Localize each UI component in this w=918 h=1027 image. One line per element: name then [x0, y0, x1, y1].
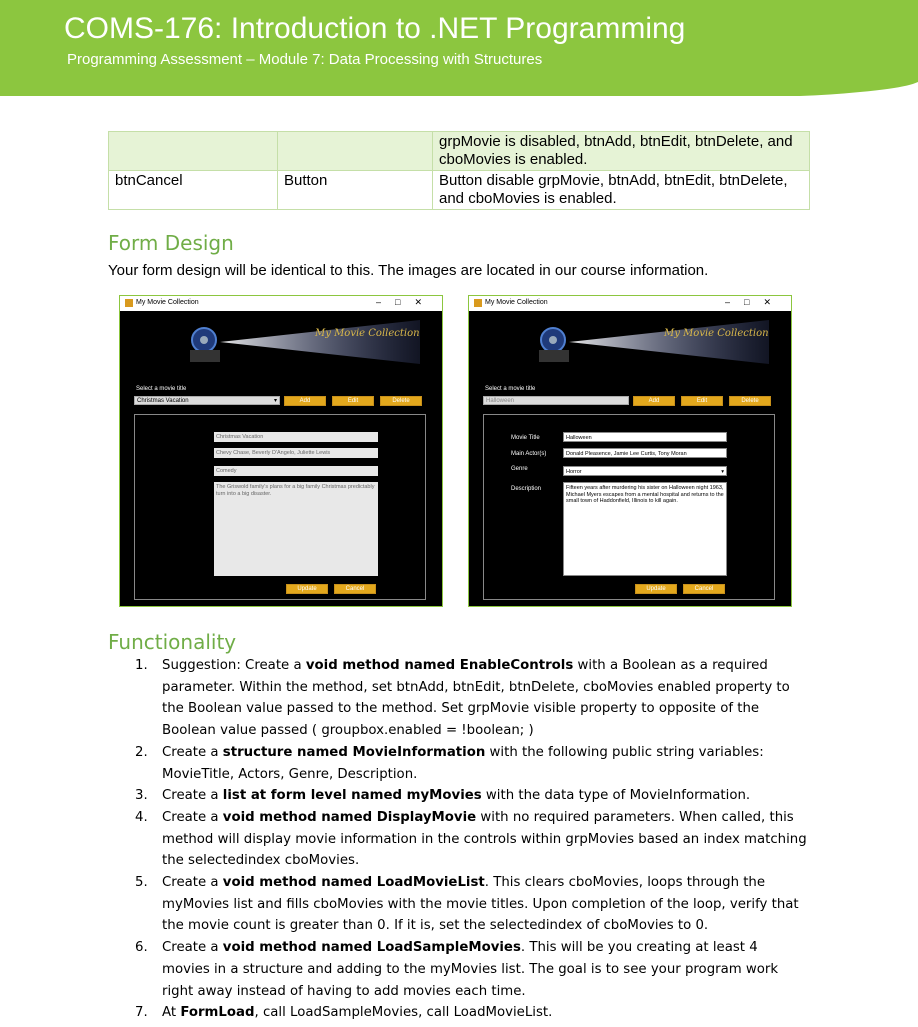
- actors-label: Main Actor(s): [511, 451, 547, 457]
- update-button[interactable]: Update: [286, 584, 328, 594]
- add-button[interactable]: Add: [633, 396, 675, 406]
- list-item: [108, 742, 808, 785]
- document-title: COMS-176: Introduction to .NET Programming: [64, 12, 686, 45]
- app-icon: [474, 299, 482, 307]
- table-cell: [109, 132, 278, 171]
- functionality-heading: Functionality: [108, 630, 237, 654]
- functionality-list: [108, 655, 808, 1024]
- item-text: Create a: [162, 875, 223, 891]
- chevron-down-icon: ▾: [721, 469, 724, 475]
- genre-combo[interactable]: [563, 466, 727, 476]
- item-bold: void method named LoadMovieList: [222, 875, 485, 891]
- item-text: . This will be you creating at least 4 movies in a structure and adding to the myMovies list. The goal is to see your program work right away instead of having to add movies each time.: [162, 940, 779, 999]
- table-row: [109, 171, 810, 210]
- cancel-button[interactable]: Cancel: [683, 584, 725, 594]
- list-item: [108, 937, 808, 1002]
- window-controls-icon: –□✕: [376, 297, 436, 307]
- table-cell: Button disable grpMovie, btnAdd, btnEdit, btnDelete, and cboMovies is enabled.: [433, 171, 810, 210]
- table-cell: Button: [278, 171, 433, 210]
- projector-banner: [469, 312, 791, 382]
- table-cell: [278, 132, 433, 171]
- banner-title: My Movie Collection: [315, 328, 420, 339]
- description-field[interactable]: Fifteen years after murdering his sister on Halloween night 1963, Michael Myers escapes from a mental hospital and returns to the small town of Haddonfield, Illinois to kill again.: [563, 482, 727, 576]
- genre-value: Comedy: [216, 468, 237, 474]
- item-bold: void method named LoadSampleMovies: [222, 940, 521, 956]
- description-label: Description: [511, 486, 542, 492]
- movie-combo-value: Halloween: [486, 398, 515, 404]
- table-cell: grpMovie is disabled, btnAdd, btnEdit, btnDelete, and cboMovies is enabled.: [433, 132, 810, 171]
- item-text: with a Boolean as a required parameter. Within the method, set btnAdd, btnEdit, btnDelete, cboMovies enabled property to the Boolean value passed to the method. Set grpMovie visible property to opposite of the Boolean value passed ( groupbox.enabled = !boolean; ): [162, 658, 790, 739]
- item-text: Create a: [162, 788, 223, 804]
- item-bold: list at form level named myMovies: [222, 788, 482, 804]
- list-item: [108, 872, 808, 937]
- actors-field[interactable]: Donald Pleasence, Jamie Lee Curtis, Tony Moran: [563, 448, 727, 458]
- item-bold: void method named EnableControls: [305, 658, 574, 673]
- controls-table: [108, 131, 810, 210]
- item-number: 5.: [135, 875, 148, 891]
- item-number: 7.: [135, 1005, 148, 1021]
- add-button[interactable]: Add: [284, 396, 326, 406]
- item-text: At: [162, 1005, 181, 1021]
- item-text: with no required parameters. When called, this method will display movie information in the controls within grpMovies based an index matching the selectedindex cboMovies.: [162, 809, 807, 869]
- genre-label: Genre: [511, 466, 528, 472]
- item-bold: FormLoad: [180, 1005, 255, 1021]
- form-screenshot-right: [468, 295, 792, 607]
- window-titlebar: [120, 296, 442, 311]
- delete-button[interactable]: Delete: [380, 396, 422, 406]
- delete-button[interactable]: Delete: [729, 396, 771, 406]
- actors-field[interactable]: Chevy Chase, Beverly D'Angelo, Juliette Lewis: [214, 448, 378, 458]
- movie-combo[interactable]: [483, 396, 629, 405]
- item-number: 1.: [135, 658, 148, 673]
- form-screenshot-left: [119, 295, 443, 607]
- update-button[interactable]: Update: [635, 584, 677, 594]
- item-bold: void method named DisplayMovie: [222, 809, 477, 825]
- item-text: Suggestion: Create a: [162, 658, 306, 673]
- list-item: [108, 1002, 808, 1024]
- movie-combo[interactable]: [134, 396, 280, 405]
- movie-title-field[interactable]: Christmas Vacation: [214, 432, 378, 442]
- movie-title-field[interactable]: Halloween: [563, 432, 727, 442]
- movie-combo-value: Christmas Vacation: [137, 398, 189, 404]
- item-text: , call LoadSampleMovies, call LoadMovieList.: [254, 1005, 553, 1021]
- item-text: with the following public string variables: MovieTitle, Actors, Genre, Description.: [162, 744, 764, 782]
- edit-button[interactable]: Edit: [681, 396, 723, 406]
- genre-combo[interactable]: [214, 466, 378, 476]
- list-item: [108, 655, 808, 742]
- item-number: 6.: [135, 940, 148, 956]
- form-design-intro: Your form design will be identical to this. The images are located in our course information.: [108, 262, 709, 279]
- item-number: 3.: [135, 788, 148, 804]
- item-number: 2.: [135, 744, 148, 760]
- item-text: Create a: [162, 940, 223, 956]
- projector-banner: [120, 312, 442, 382]
- list-item: [108, 785, 808, 807]
- table-cell: btnCancel: [109, 171, 278, 210]
- item-text: Create a: [162, 744, 223, 760]
- description-field[interactable]: The Griswold family's plans for a big family Christmas predictably turn into a big disaster.: [214, 482, 378, 576]
- item-text: . This clears cboMovies, loops through the myMovies list and fills cboMovies with the movie titles. Upon completion of the loop, verify that the movie count is greater than 0. If it is, set the selectedindex of cboMovies to 0.: [162, 875, 799, 934]
- banner-title: My Movie Collection: [664, 328, 769, 339]
- page-header: [0, 0, 918, 96]
- item-text: Create a: [162, 809, 223, 825]
- item-number: 4.: [135, 809, 148, 825]
- table-row: [109, 132, 810, 171]
- list-item: [108, 807, 808, 872]
- edit-button[interactable]: Edit: [332, 396, 374, 406]
- window-titlebar: [469, 296, 791, 311]
- genre-value: Horror: [566, 469, 582, 475]
- select-movie-label: Select a movie title: [485, 386, 536, 392]
- app-icon: [125, 299, 133, 307]
- item-bold: structure named MovieInformation: [222, 744, 486, 760]
- item-text: with the data type of MovieInformation.: [481, 788, 751, 804]
- movie-title-label: Movie Title: [511, 435, 540, 441]
- select-movie-label: Select a movie title: [136, 386, 187, 392]
- form-design-heading: Form Design: [108, 231, 234, 255]
- window-title: My Movie Collection: [485, 299, 548, 306]
- document-subtitle: Programming Assessment – Module 7: Data Processing with Structures: [67, 51, 543, 68]
- window-title: My Movie Collection: [136, 299, 199, 306]
- chevron-down-icon: ▾: [273, 398, 277, 404]
- cancel-button[interactable]: Cancel: [334, 584, 376, 594]
- window-controls-icon: –□✕: [725, 297, 785, 307]
